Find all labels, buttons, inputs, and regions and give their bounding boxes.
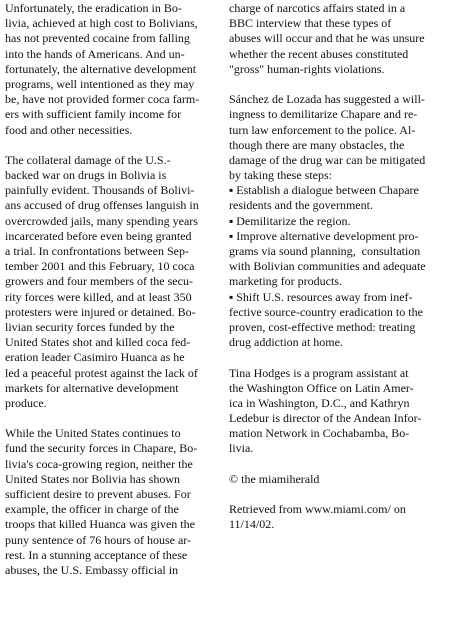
text-line: led a peaceful protest against the lack of	[5, 365, 198, 380]
text-line: overcrowded jails, many spending years	[5, 213, 198, 228]
text-line: While the United States continues to	[5, 426, 181, 441]
text-line: rest. In a stunning acceptance of these	[5, 547, 188, 562]
text-line: United States shot and killed coca fed-	[5, 335, 191, 350]
paragraph	[229, 92, 447, 350]
text-line: food and other necessities.	[5, 122, 133, 137]
text-line: painfully evident. Thousands of Bolivi-	[5, 183, 195, 198]
text-line: incarcerated before even being granted	[5, 228, 192, 243]
text-line: ans accused of drug offenses languish in	[5, 198, 199, 213]
text-line: proven, cost-effective method: treating	[229, 319, 416, 334]
text-line: puny sentence of 76 hours of house ar-	[5, 532, 192, 547]
paragraph-gap	[229, 457, 447, 472]
text-line: the Washington Office on Latin Amer-	[229, 380, 414, 395]
paragraph	[5, 1, 221, 138]
paragraph	[229, 1, 447, 77]
text-line: troops that killed Huanca was given the	[5, 517, 195, 532]
text-line: sufficient desire to prevent abuses. For	[5, 487, 191, 501]
text-line: grams via sound planning, consultation	[229, 244, 421, 258]
text-line: livia, achieved at high cost to Bolivians,	[5, 16, 198, 31]
text-line: markets for alternative development	[5, 380, 179, 395]
text-line: © the miamiherald	[229, 471, 320, 486]
text-line: Unfortunately, the eradication in Bo-	[5, 1, 182, 15]
text-line: livia.	[229, 441, 254, 456]
paragraph-gap	[5, 138, 221, 153]
text-line: example, the officer in charge of the	[5, 502, 179, 517]
text-line: Retrieved from www.miami.com/ on	[229, 502, 406, 517]
paragraph-gap	[229, 77, 447, 92]
text-line: ▪ Shift U.S. resources away from inef-	[229, 289, 413, 304]
right-text-column	[229, 1, 447, 533]
text-line: into the hands of Americans. And un-	[5, 46, 185, 61]
text-line: rity forces were killed, and at least 350	[5, 289, 192, 304]
paragraph	[5, 426, 221, 578]
text-line: BBC interview that these types of	[229, 16, 392, 31]
text-line: by taking these steps:	[229, 168, 332, 183]
text-line: "gross" human-rights violations.	[229, 61, 385, 76]
text-line: eration leader Casimiro Huanca as he	[5, 350, 185, 365]
paragraph-gap	[229, 350, 447, 365]
text-line: programs, well intentioned as they may	[5, 76, 195, 91]
text-line: damage of the drug war can be mitigated	[229, 152, 426, 167]
text-line: fective source-country eradication to the	[229, 304, 423, 319]
text-line: Sánchez de Lozada has suggested a will-	[229, 92, 425, 107]
text-line: fund the security forces in Chapare, Bo-	[5, 441, 198, 456]
text-line: produce.	[5, 395, 47, 410]
left-text-column	[5, 1, 221, 578]
paragraph	[229, 366, 447, 457]
text-line: Tina Hodges is a program assistant at	[229, 365, 409, 380]
text-line: The collateral damage of the U.S.-	[5, 152, 171, 167]
text-line: ▪ Demilitarize the region.	[229, 213, 351, 228]
text-line: turn law enforcement to the police. Al-	[229, 122, 416, 137]
text-line: livia's coca-growing region, neither the	[5, 456, 193, 471]
text-line: has not prevented cocaine from falling	[5, 31, 190, 46]
text-line: protesters were injured or detained. Bo-	[5, 304, 196, 319]
text-line: abuses, the U.S. Embassy official in	[5, 562, 179, 577]
text-line: ▪ Improve alternative development pro-	[229, 228, 419, 243]
text-line: whether the recent abuses constituted	[229, 46, 409, 61]
paragraph	[229, 472, 447, 487]
paragraph-gap	[5, 411, 221, 426]
text-line: though there are many obstacles, the	[229, 137, 405, 152]
text-line: Ledebur is director of the Andean Infor-	[229, 411, 422, 426]
text-line: ingness to demilitarize Chapare and re-	[229, 107, 418, 122]
text-line: ▪ Establish a dialogue between Chapare	[229, 183, 419, 198]
text-line: residents and the government.	[229, 198, 373, 213]
text-line: 11/14/02.	[229, 517, 275, 532]
text-line: abuses will occur and that he was unsure	[229, 31, 425, 46]
paragraph	[5, 153, 221, 411]
text-line: a trial. In confrontations between Sep-	[5, 244, 189, 258]
paragraph	[229, 502, 447, 532]
text-line: backed war on drugs in Bolivia is	[5, 168, 167, 183]
text-line: tember 2001 and this February, 10 coca	[5, 259, 195, 274]
text-line: ica in Washington, D.C., and Kathryn	[229, 395, 410, 410]
text-line: marketing for products.	[229, 274, 342, 289]
text-line: ers with sufficient family income for	[5, 107, 182, 122]
text-line: livian security forces funded by the	[5, 319, 175, 334]
text-line: growers and four members of the secu-	[5, 274, 193, 289]
text-line: mation Network in Cochabamba, Bo-	[229, 426, 410, 441]
paragraph-gap	[229, 487, 447, 502]
text-line: United States nor Bolivia has shown	[5, 471, 180, 486]
text-line: be, have not provided former coca farm-	[5, 92, 200, 107]
text-line: with Bolivian communities and adequate	[229, 259, 426, 274]
text-line: charge of narcotics affairs stated in a	[229, 1, 406, 15]
text-line: fortunately, the alternative development	[5, 61, 197, 76]
text-line: drug addiction at home.	[229, 335, 343, 350]
